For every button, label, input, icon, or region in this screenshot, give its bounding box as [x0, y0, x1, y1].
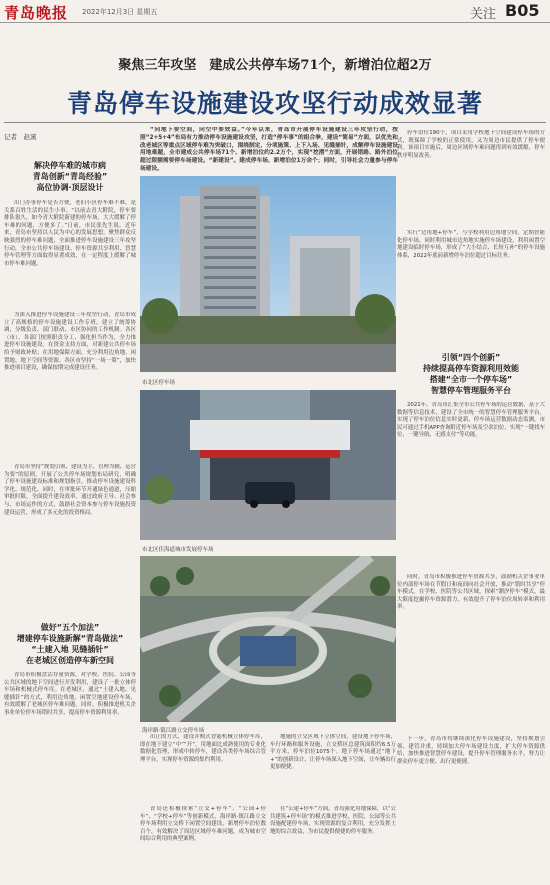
subhead-3-line-2: 持续提高停车资源利用效能: [423, 364, 519, 373]
byline: 记者 赵溪: [4, 133, 37, 141]
middle-column-block-1: [140, 734, 266, 804]
paragraph-mid-1: 出让的方式，建设并购式智能机械立体停车库，即在地下建立“中”“开”，用地面比成熟使用的专业化数据化管理，形成中转停车，建设各类停车场综合管理平台，实现停车资源的集约利用。: [140, 734, 266, 763]
caption-photo-1: 市北区停车场: [142, 380, 176, 386]
paragraph-right-4: 同时，青岛市积极推进停车资源共享，鼓励机关企事业单位内部停车场在节假日和夜间向社会开放，推动“错时共享”停车模式。在学校、医院等公共区域，探索“潮汐停车”模式，最大限度挖掘停车资源潜力，有效提升了停车泊位周转率和利用率。: [397, 574, 545, 611]
left-column-block-3: [4, 464, 136, 614]
subhead-1-line-3: 高位协调·顶层设计: [36, 183, 104, 192]
paragraph-left-3: 青岛市坚持“规划引领、建设为主、管理为辅、运营为要”的原则，开展了公共停车场规划布局研究，明确了停车设施建设标准和规划指引，推动停车设施建设科学化、规范化。同时，在审批环节开通绿色通道，压缩审批时限，全面提升建设效率。通过政府主导、社会参与、市场运作的方式，鼓励社会资本参与停车设施投资建设运营，形成了多元化的投资格局。: [4, 464, 136, 516]
subhead-2-line-1: 做好“五个加法”: [40, 623, 100, 632]
right-column-block-2: [397, 230, 545, 348]
subhead-2-line-3: “土建入地 见缝插针”: [31, 645, 109, 654]
right-column-block-3: [397, 402, 545, 572]
left-column-block-4: [4, 672, 136, 880]
photo-interchange-parking-image: [140, 556, 396, 722]
subhead-1: [4, 160, 136, 193]
right-column-block-1: [397, 130, 545, 228]
photo-parking-entrance-image: [140, 390, 396, 540]
section-label: 关注: [470, 7, 497, 22]
subhead-2-line-4: 在老城区创造停车新空间: [26, 656, 114, 665]
right-column-block-5: [397, 736, 545, 882]
subhead-3-line-1: 引领“四个创新”: [441, 353, 501, 362]
right-column-block-4: [397, 574, 545, 734]
paragraph-right-3: 2021年，青岛市汇集全市公共停车场的运营数据，基于大数据等信息技术，建设了全市统一的智慧停车管理服务平台，实现了停车泊位信息实时更新、停车场运营数据动态监测，市民可通过手机APP查询附近停车场及空余泊位，实现“一键找车位、一键导航、无感支付”等功能。: [397, 402, 545, 439]
paragraph-left-1: 出门办事停车是否方便，老旧小区停车难不难，是关系百姓生活的民生小事。“以前去青大附院，停车要排队很久，如今青大附院新建的停车场，大大缓解了停车难的问题，方便多了。”日前，市民张先生说。近年来，青岛市坚持以人民为中心的发展思想，聚焦群众反映强烈的停车难问题，全面推进停车设施建设三年攻坚行动，全市公共停车场建设、停车资源共享利用、智慧停车管理等方面取得显著成效，在一定程度上缓解了城市停车难问题。: [4, 200, 136, 267]
subhead-3: [397, 352, 545, 396]
middle-column-block-4: [270, 806, 396, 882]
subhead-2-line-2: 增建停车设施新解“青岛做法”: [16, 634, 124, 643]
paragraph-mid-4: 在“公建+停车”方面，青岛强化用地保障，以“公共建筑+停车场”的模式推进学校、医院、公园等公共设施配建停车场，实现资源的复合利用，充分发挥土地的综合效益，为市民提供便捷的停车服务。: [270, 806, 396, 835]
headline-divider: [4, 122, 546, 123]
photo-interchange-parking: [140, 556, 396, 722]
middle-column-block-3: [270, 734, 396, 804]
paragraph-left-2: 为深入推进停车设施建设三年攻坚行动，青岛市成立了高规格的停车设施建设工作专班，建立了统筹协调、分级负责、部门联动、市区协同的工作机制。各区（市）、各部门按照职责分工，强化担当作为，全力推进停车设施建设。在资金支持方面，对新建公共停车场给予财政补贴；在用地保障方面，充分利用边角地、闲置地、地下空间等资源。各区市坚持“一场一策”，加快推进项目建设，确保按期完成建设任务。: [4, 312, 136, 372]
left-column-block-2: [4, 312, 136, 462]
subhead-1-line-1: 解决停车难的城市病: [34, 161, 106, 170]
paragraph-right-2: 实行“边角地+停车”，与学校利用边角地空间，定期智能化停车场，同时利用城市边角地实施停车场建设，利用闲置空地建设临时停车场，形成了“大小结合、长短互补”的停车设施体系，2022年底前新增停车泊位超过目标任务。: [397, 230, 545, 259]
lead-paragraph: “向地下要空间，向空中要效益。”今年以来，青岛市开展停车设施建设三年攻坚行动，按照“2+5+4”布局有力推动停车设施建设攻坚，打造“停车事”的组合拳，建设“简易”方面，以优先和改老城区等重点区域停车难为突破口，围绕制定、分项施策、上下入场、见缝插针，成解停车设施建设用地难题，全市建成公共停车场71个、新增泊位约2.2万个，实现“挖潜”方面，开展错路、路外泊位超过限额需要停车场建设。“新建设”。建成停车场、新增泊位1万余个；同时，引导社会力量参与停车场建设。: [140, 127, 398, 172]
newspaper-logo: 青岛晚报: [4, 4, 69, 22]
article-headline: 青岛停车设施建设攻坚行动成效显著: [66, 89, 483, 118]
article-kicker: 聚焦三年攻坚 建成公共停车场71个，新增泊位超2万: [118, 58, 432, 73]
issue-date: 2022年12月3日 星期五: [82, 8, 158, 16]
subhead-3-line-3: 搭建“全市一个停车场”: [429, 375, 513, 384]
paragraph-mid-3: 地施的立交区域下立体空间，建设地下停车场，车行环路和服务设施，立交桥区总建筑面积约6.5万平方米，停车泊位1075个。地下停车场通过“地下+”的创新设计，让停车场深入地下空间，让车辆出行更加便捷。: [270, 734, 396, 771]
paragraph-mid-2: 青岛还积极探索“立交+停车”、“公园+停车”、“学校+停车”等创新模式，海岸路·镇江路立交停车场利用立交桥下闲置空间建设，新增停车泊位数百个，有效解决了周边区域停车难问题，成为城市空间综合利用的典型案例。: [140, 806, 266, 843]
paragraph-left-4: 青岛市积极盘活存量资源，对学校、医院、公园等公共区域的地下空间进行开发利用，建设了一批立体停车场和机械式停车库。在老城区，通过“土建入地、见缝插针”的方式，利用边角地、闲置空地建设停车场，有效缓解了老城区停车难问题。同时，积极推进机关企事业单位停车场错时共享，提高停车资源利用率。: [4, 672, 136, 716]
paragraph-right-1: 停车泊位190个，项目采用学校地下空间建设停车场的方式，既保障了学校的正常使用，又为周边市民提供了停车便利。该项目实施后，周边区域停车难问题得到有效缓解，停车秩序明显改善。: [397, 130, 545, 159]
paragraph-right-5: 下一步，青岛市将继续深化停车设施建设，坚持规划引领、建管并重，持续加大停车场建设力度，扩大停车资源供给，加快推进智慧停车建设，提升停车管理服务水平，努力让群众停车更方便、出行更便捷。: [397, 736, 545, 765]
left-column-block-1: [4, 200, 136, 310]
subhead-3-line-4: 智慧停车管理服务平台: [431, 386, 511, 395]
photo-parking-tower-image: [140, 176, 396, 372]
photo-parking-entrance: [140, 390, 396, 540]
subhead-1-line-2: 青岛创新“青岛经验”: [32, 172, 108, 181]
middle-column-block-2: [140, 806, 266, 882]
page-masthead: [0, 0, 550, 23]
caption-photo-3: 海岸路·镇江路立交停车场: [142, 728, 205, 734]
caption-photo-2: 市北区佳海道城市发展停车场: [142, 547, 214, 553]
page-number: B05: [505, 1, 540, 20]
subhead-2: [4, 622, 136, 666]
photo-parking-tower: [140, 176, 396, 372]
